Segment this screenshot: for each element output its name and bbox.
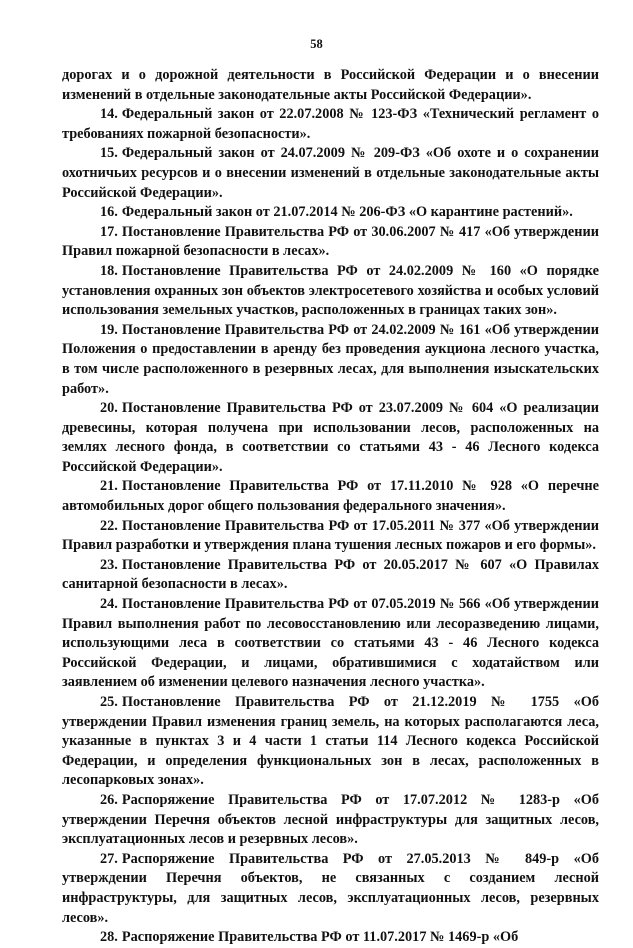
- list-item: [62, 399, 599, 477]
- item-number: 25.: [100, 694, 118, 710]
- item-text: Постановление Правительства РФ от 07.05.2019 № 566 «Об утверждении Правил выполнения работ по лесовосстановлению или лесоразведению лицами, использующими леса в соответствии со статьями 43 - 46 Лесного кодекса Российской Федерации, и лицами, обратившимися с ходатайством или заявлением об изменении целевого назначения лесного участка».: [62, 596, 599, 691]
- list-item: [62, 477, 599, 516]
- continuation-paragraph: дорогах и о дорожной деятельности в Российской Федерации и о внесении изменений в отдельные законодательные акты Российской Федерации».: [62, 67, 599, 103]
- list-item: [62, 517, 599, 556]
- item-text: Распоряжение Правительства РФ от 17.07.2012 № 1283-р «Об утверждении Перечня объектов лесной инфраструктуры для защитных лесов, эксплуатационных лесов и резервных лесов».: [62, 791, 599, 848]
- list-item: [62, 556, 599, 595]
- list-item: [62, 262, 599, 321]
- item-text: Постановление Правительства РФ от 24.02.2009 № 161 «Об утверждении Положения о предоставлении в аренду без проведения аукциона лесного участка, в том числе расположенного в резервных лесах, для выполнения изыскательских работ».: [62, 321, 599, 397]
- item-number: 24.: [100, 596, 118, 613]
- list-item: [62, 850, 599, 928]
- item-number: 16.: [100, 204, 118, 221]
- item-text: Федеральный закон от 24.07.2009 № 209-ФЗ «Об охоте и о сохранении охотничьих ресурсов и о внесении изменений в отдельные законодательные акты Российской Федерации».: [62, 145, 599, 201]
- document-body: [62, 66, 599, 948]
- item-text: Распоряжение Правительства РФ от 11.07.2017 № 1469-р «Об: [121, 929, 519, 946]
- item-text: Федеральный закон от 22.07.2008 № 123-ФЗ «Технический регламент о требованиях пожарной безопасности».: [62, 106, 599, 142]
- item-number: 18.: [100, 262, 118, 279]
- item-text: Постановление Правительства РФ от 24.02.2009 № 160 «О порядке установления охранных зон объектов электросетевого хозяйства и особых условий использования земельных участков, расположенных в границах таких зон».: [62, 262, 599, 319]
- list-item: [62, 791, 599, 850]
- item-text: Постановление Правительства РФ от 30.06.2007 № 417 «Об утверждении Правил пожарной безопасности в лесах».: [62, 223, 599, 260]
- item-number: 27.: [100, 850, 118, 867]
- item-number: 23.: [100, 556, 118, 573]
- list-item: [62, 595, 599, 693]
- item-number: 21.: [100, 478, 118, 495]
- item-number: 15.: [100, 145, 118, 162]
- page-number: 58: [310, 37, 323, 51]
- item-number: 19.: [100, 321, 118, 338]
- item-text: Постановление Правительства РФ от 17.05.2011 № 377 «Об утверждении Правил разработки и утверждения плана тушения лесных пожаров и его формы».: [62, 517, 599, 554]
- item-text: Федеральный закон от 21.07.2014 № 206-ФЗ «О карантине растений».: [121, 204, 573, 221]
- item-text: Постановление Правительства РФ от 20.05.2017 № 607 «О Правилах санитарной безопасности в лесах».: [62, 556, 599, 593]
- item-text: Постановление Правительства РФ от 17.11.2010 № 928 «О перечне автомобильных дорог общего пользования федерального значения».: [62, 478, 599, 515]
- list-item: [62, 144, 599, 203]
- item-number: 14.: [100, 106, 118, 123]
- list-item: [62, 693, 599, 791]
- item-number: 17.: [100, 223, 118, 240]
- item-number: 26.: [100, 791, 118, 808]
- list-item: [62, 223, 599, 262]
- list-item: [62, 105, 599, 144]
- list-item: [62, 321, 599, 399]
- item-text: Постановление Правительства РФ от 23.07.2009 № 604 «О реализации древесины, которая получена при использовании лесов, расположенных на землях лесного фонда, в соответствии со статьями 43 - 46 Лесного кодекса Российской Федерации».: [62, 400, 599, 475]
- list-item: [62, 928, 599, 948]
- item-number: 28.: [100, 929, 118, 946]
- list-item: [62, 203, 599, 223]
- item-text: Распоряжение Правительства РФ от 27.05.2013 № 849-р «Об утверждении Перечня объектов, не связанных с созданием лесной инфраструктуры, для защитных лесов, эксплуатационных лесов, резервных лесов».: [62, 850, 599, 926]
- item-number: 20.: [100, 400, 118, 417]
- item-number: 22.: [100, 517, 118, 534]
- item-text: Постановление Правительства РФ от 21.12.2019 № 1755 «Об утверждении Правил изменения границ земель, на которых располагаются леса, указанные в пунктах 3 и 4 части 1 статьи 114 Лесного кодекса Российской Федерации, и определения функциональных зон в лесах, расположенных в лесопарковых зонах».: [62, 694, 599, 789]
